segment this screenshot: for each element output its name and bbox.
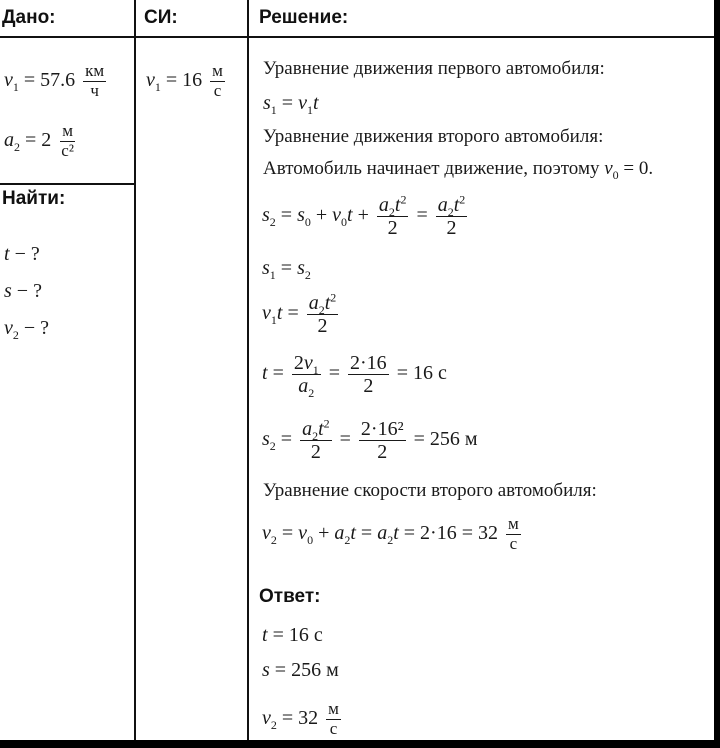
solution-line-velocity: Уравнение скорости второго автомобиля: — [263, 480, 597, 501]
eq-s1: $s_1 = v_1t$ — [263, 92, 319, 117]
find-header: Найти: — [2, 188, 66, 209]
find-s: s − ? — [4, 280, 42, 302]
find-v2: $v_2$ − ? — [4, 317, 50, 342]
given-a2: $a_2 = 2$ $\frac{м}{\text{с²}}$ — [4, 121, 74, 160]
eq-s1-s2: $s_1 = s_2$ — [262, 257, 311, 282]
answer-s: s = 256 м — [262, 659, 339, 681]
given-v1: $v_1 = 57.6$ $\frac{км}{ч}$ — [4, 61, 105, 100]
solution-line-second-motion: Уравнение движения второго автомобиля: — [263, 126, 604, 147]
given-header: Дано: — [2, 7, 56, 28]
answer-header: Ответ: — [259, 586, 321, 607]
eq-v1t: $v_1t$ = $\frac{a_2t^2}{2}$ — [262, 290, 337, 337]
solution-header: Решение: — [259, 7, 349, 28]
column-divider-2 — [247, 0, 249, 740]
find-t: t − ? — [4, 243, 40, 265]
eq-t: t = $\frac{2v_1}{a_2}$ = $\frac{2\cdot 16}{2}$ = 16 с — [262, 352, 447, 400]
solution-line-first-motion: Уравнение движения первого автомобиля: — [263, 58, 605, 79]
header-divider — [0, 36, 714, 38]
column-divider-1 — [134, 0, 136, 740]
eq-s2: $s_2 = s_0 + v_0t$ + $\frac{a_2t^2}{2}$ = $\frac{a_2t^2}{2}$ — [262, 192, 466, 239]
answer-t: t = 16 с — [262, 624, 323, 646]
given-find-divider — [0, 183, 136, 185]
solution-line-start: Автомобиль начинает движение, поэтому $v_0 = 0$. — [263, 158, 654, 182]
si-v1: $v_1 = 16$ $\frac{м}{с}$ — [146, 61, 223, 100]
answer-v2: $v_2 = 32$ $\frac{м}{с}$ — [262, 699, 339, 738]
si-header: СИ: — [144, 7, 178, 28]
eq-s2-value: $s_2$ = $\frac{a_2t^2}{2}$ = $\frac{\text{2·16²}}{2}$ = 256 м — [262, 416, 478, 463]
eq-v2: $v_2 = v_0 + a_2t = a_2t = 2\cdot 16 = 32$ $\frac{м}{с}$ — [262, 514, 519, 553]
